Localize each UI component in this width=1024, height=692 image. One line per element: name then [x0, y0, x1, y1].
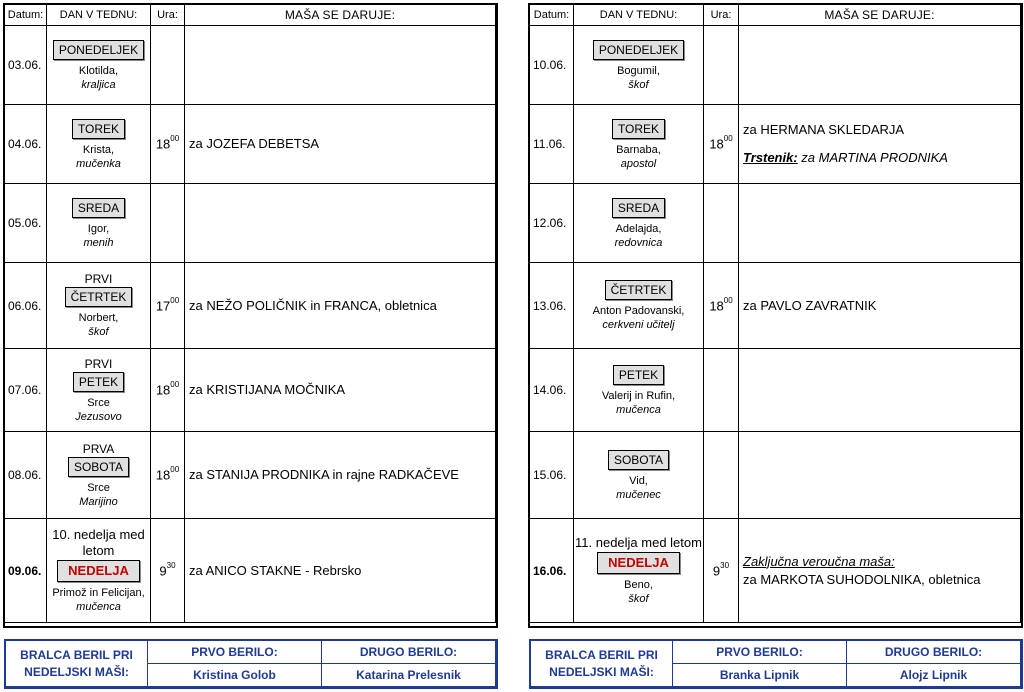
- second-reading-header: DRUGO BERILO:: [322, 641, 496, 664]
- schedule-row: [5, 184, 496, 263]
- saint-name: Krista,: [82, 143, 115, 156]
- mass-intention: za HERMANA SKLEDARJA: [743, 122, 905, 137]
- header-day: DAN V TEDNU:: [47, 5, 151, 26]
- first-reading-header: PRVO BERILO:: [148, 641, 322, 664]
- saint-title-text: škof: [628, 593, 649, 605]
- date-cell: 04.06.: [5, 105, 47, 184]
- mass-cell: [185, 26, 496, 105]
- date-cell: 05.06.: [5, 184, 47, 263]
- saint-title-text: kraljica: [81, 78, 116, 91]
- date-cell: 06.06.: [5, 263, 47, 349]
- day-name-box: PETEK: [73, 372, 124, 392]
- time-hour: 9: [159, 563, 167, 579]
- schedule-row: [530, 263, 1021, 349]
- day-name-box: TOREK: [72, 119, 125, 139]
- day-cell: [47, 105, 151, 184]
- mass-intention: za ANICO STAKNE - Rebrsko: [189, 562, 362, 578]
- date-cell: 07.06.: [5, 349, 47, 432]
- header-date: Datum:: [5, 5, 47, 26]
- saint-title: [574, 318, 703, 332]
- saint-title: [47, 600, 150, 614]
- time-hour: 18: [155, 467, 171, 483]
- day-cell: [574, 432, 704, 519]
- saint-title-text: redovnica: [614, 236, 663, 249]
- schedule-row: [530, 349, 1021, 432]
- saint-name: Norbert,: [78, 312, 119, 324]
- saint-title-text: cerkveni učitelj: [602, 319, 675, 331]
- mass-cell: [185, 519, 496, 623]
- saint-title: [47, 236, 150, 250]
- mass-cell: [185, 263, 496, 349]
- schedule-row: [5, 519, 496, 623]
- mass-cell: [739, 432, 1021, 519]
- saint-title-text: mučenca: [76, 601, 121, 613]
- day-name-box: SREDA: [612, 198, 665, 218]
- day-prefix: 10. nedelja med letom: [52, 527, 145, 558]
- mass-intention: za STANIJA PRODNIKA in rajne RADKAČEVE: [189, 467, 459, 482]
- second-reader-name: Katarina Prelesnik: [322, 664, 496, 687]
- time-cell: [151, 432, 185, 519]
- header-time: Ura:: [151, 5, 185, 26]
- day-cell: [574, 184, 704, 263]
- date-cell: 14.06.: [530, 349, 574, 432]
- date-cell: 16.06.: [530, 519, 574, 623]
- day-cell: [47, 26, 151, 105]
- saint-title: [47, 325, 150, 339]
- mass-cell: [185, 184, 496, 263]
- readers-label: BRALCA BERIL PRI NEDELJSKI MAŠI:: [6, 641, 148, 687]
- header-day: DAN V TEDNU:: [574, 5, 704, 26]
- saint-title: [574, 592, 703, 606]
- date-cell: 08.06.: [5, 432, 47, 519]
- time-minutes: 00: [170, 465, 180, 475]
- day-prefix: PRVA: [82, 441, 115, 456]
- saint-name: Klotilda,: [78, 64, 119, 77]
- saint-title-text: Marijino: [79, 495, 118, 508]
- saint-name: Srce: [87, 481, 110, 494]
- saint-title: [574, 78, 703, 92]
- time-hour: 9: [712, 563, 721, 579]
- day-name-box: PONEDELJEK: [53, 40, 144, 60]
- right-schedule-table: [529, 4, 1021, 623]
- time-minutes: 00: [723, 295, 733, 305]
- time-minutes: 00: [170, 380, 180, 390]
- date-cell: 09.06.: [5, 519, 47, 623]
- left-readers-table: [5, 640, 496, 687]
- alt-mass: [743, 149, 1020, 167]
- day-cell: [574, 26, 704, 105]
- first-reader-name: Branka Lipnik: [673, 664, 847, 687]
- mass-cell: [185, 432, 496, 519]
- day-name-box: SOBOTA: [68, 457, 129, 477]
- day-cell: [47, 263, 151, 349]
- day-cell: [47, 519, 151, 623]
- saint-title: [47, 157, 150, 171]
- time-minutes: 00: [170, 295, 180, 305]
- day-name-box: TOREK: [612, 119, 665, 139]
- date-cell: 03.06.: [5, 26, 47, 105]
- saint-title-text: apostol: [620, 157, 657, 170]
- time-hour: 18: [709, 298, 724, 314]
- saint-title: [574, 157, 703, 171]
- saint-name: Barnaba,: [616, 143, 661, 156]
- time-minutes: 30: [166, 560, 176, 570]
- time-cell: [704, 105, 739, 184]
- date-cell: 15.06.: [530, 432, 574, 519]
- mass-intention: za KRISTIJANA MOČNIKA: [189, 382, 346, 397]
- time-hour: 18: [709, 136, 724, 152]
- time-cell: [151, 184, 185, 263]
- time-hour: 18: [155, 136, 171, 152]
- day-name-box: SREDA: [72, 198, 125, 218]
- day-name-box: NEDELJA: [57, 560, 140, 582]
- saint-title-text: mučenec: [616, 488, 661, 501]
- header-mass: MAŠA SE DARUJE:: [739, 5, 1021, 26]
- first-reading-header: PRVO BERILO:: [673, 641, 847, 664]
- saint-name: Bogumil,: [617, 64, 660, 77]
- mass-note: Zaključna veroučna maša:: [743, 553, 895, 569]
- mass-cell: [739, 105, 1021, 184]
- day-cell: [47, 349, 151, 432]
- first-reader-name: Kristina Golob: [148, 664, 322, 687]
- schedule-row: [530, 105, 1021, 184]
- time-hour: 17: [155, 298, 171, 314]
- day-name-box: PETEK: [613, 365, 664, 385]
- saint-title-text: mučenca: [616, 403, 661, 416]
- time-cell: [704, 349, 739, 432]
- time-cell: [151, 349, 185, 432]
- time-cell: [151, 26, 185, 105]
- schedule-row: [530, 184, 1021, 263]
- day-cell: [47, 184, 151, 263]
- schedule-row: [530, 26, 1021, 105]
- schedule-row: [530, 432, 1021, 519]
- alt-intention: za MARTINA PRODNIKA: [801, 150, 948, 165]
- schedule-row: [530, 519, 1021, 623]
- day-name-box: PONEDELJEK: [593, 40, 684, 60]
- saint-title: [574, 236, 703, 250]
- mass-intention: za PAVLO ZAVRATNIK: [743, 297, 877, 313]
- header-mass: MAŠA SE DARUJE:: [185, 5, 496, 26]
- day-cell: [574, 105, 704, 184]
- mass-cell: [185, 105, 496, 184]
- second-reader-name: Alojz Lipnik: [847, 664, 1021, 687]
- saint-name: Adelajda,: [615, 222, 662, 235]
- day-name-box: NEDELJA: [597, 552, 680, 574]
- saint-title-text: Jezusovo: [75, 410, 122, 423]
- schedule-row: [5, 26, 496, 105]
- time-cell: [704, 263, 739, 349]
- mass-cell: [739, 263, 1021, 349]
- saint-name: Valerij in Rufin,: [601, 389, 676, 402]
- time-cell: [704, 519, 739, 623]
- saint-title: [47, 410, 150, 424]
- saint-title: [47, 78, 150, 92]
- schedule-row: [5, 432, 496, 519]
- day-name-box: ČETRTEK: [605, 280, 673, 300]
- mass-cell: [185, 349, 496, 432]
- time-minutes: 00: [170, 134, 180, 144]
- header-time: Ura:: [704, 5, 739, 26]
- time-minutes: 00: [723, 134, 733, 144]
- time-cell: [704, 26, 739, 105]
- day-name-box: ČETRTEK: [65, 287, 133, 307]
- second-reading-header: DRUGO BERILO:: [847, 641, 1021, 664]
- day-prefix: PRVI: [84, 272, 113, 286]
- day-cell: [574, 349, 704, 432]
- time-cell: [151, 263, 185, 349]
- saint-title-text: škof: [628, 78, 649, 91]
- saint-title-text: škof: [88, 326, 109, 338]
- time-cell: [151, 519, 185, 623]
- saint-name: Anton Padovanski,: [592, 305, 685, 317]
- saint-name: Igor,: [87, 222, 110, 235]
- date-cell: 10.06.: [530, 26, 574, 105]
- time-cell: [151, 105, 185, 184]
- date-cell: 12.06.: [530, 184, 574, 263]
- saint-name: Vid,: [629, 474, 648, 487]
- day-cell: [574, 263, 704, 349]
- saint-title-text: menih: [83, 236, 114, 249]
- mass-intention: za NEŽO POLIČNIK in FRANCA, obletnica: [189, 297, 437, 313]
- saint-name: Primož in Felicijan,: [52, 587, 145, 599]
- day-cell: [47, 432, 151, 519]
- day-cell: [574, 519, 704, 623]
- right-readers-table: [530, 640, 1021, 687]
- date-cell: 11.06.: [530, 105, 574, 184]
- schedule-row: [5, 105, 496, 184]
- saint-title: [574, 488, 703, 502]
- mass-cell: [739, 26, 1021, 105]
- left-schedule-table: [4, 4, 496, 623]
- readers-label: BRALCA BERIL PRI NEDELJSKI MAŠI:: [531, 641, 673, 687]
- day-prefix: PRVI: [84, 356, 113, 371]
- time-minutes: 30: [720, 560, 730, 570]
- saint-name: Beno,: [624, 579, 653, 591]
- time-cell: [704, 432, 739, 519]
- mass-cell: [739, 184, 1021, 263]
- saint-name: Srce: [87, 396, 110, 409]
- saint-title: [47, 495, 150, 509]
- mass-intention: za JOZEFA DEBETSA: [189, 136, 320, 151]
- mass-intention: za MARKOTA SUHODOLNIKA, obletnica: [743, 571, 981, 587]
- schedule-row: [5, 349, 496, 432]
- saint-title-text: mučenka: [76, 157, 121, 170]
- time-cell: [704, 184, 739, 263]
- saint-title: [574, 403, 703, 417]
- alt-place: Trstenik:: [743, 150, 798, 165]
- mass-cell: [739, 349, 1021, 432]
- time-hour: 18: [155, 382, 171, 398]
- date-cell: 13.06.: [530, 263, 574, 349]
- day-prefix: 11. nedelja med letom: [575, 535, 702, 550]
- mass-cell: [739, 519, 1021, 623]
- header-date: Datum:: [530, 5, 574, 26]
- schedule-row: [5, 263, 496, 349]
- day-name-box: SOBOTA: [608, 450, 669, 470]
